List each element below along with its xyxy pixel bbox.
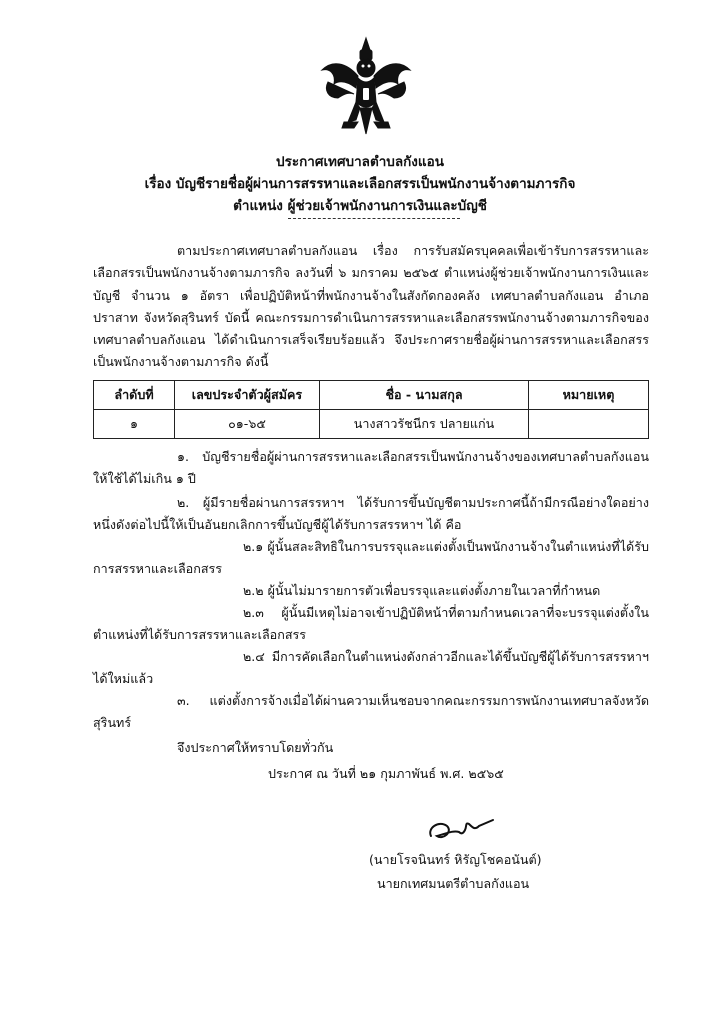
intro-paragraph: ตามประกาศเทศบาลตำบลกังแอน เรื่อง การรับสมัครบุคคลเพื่อเข้ารับการสรรหาและเลือกสรรเป็นพนักงานจ้างตามภารกิจ ลงวันที่ ๖ มกราคม ๒๕๖๕ ตำแหน่งผู้ช่วยเจ้าพนักงานการเงินและบัญชี จำนวน ๑ อัตรา เพื่อปฏิบัติหน้าที่พนักงานจ้างในสังกัดกองคลัง เทศบาลตำบลกังแอน อำเภอปราสาท จังหวัดสุรินทร์ บัดนี้ คณะกรรมการดำเนินการสรรหาและเลือกสรรพนักงานจ้างตามภารกิจของเทศบาลตำบลกังแอน ได้ดำเนินการเสร็จเรียบร้อยแล้ว จึงประกาศรายชื่อผู้ผ่านการสรรหาและเลือกสรรเป็นพนักงานจ้างตามภารกิจ ดังนี้ — [93, 243, 649, 370]
clause-2-3: ๒.๓ ผู้นั้นมีเหตุไม่อาจเข้าปฏิบัติหน้าที่ตามกำหนดเวลาที่จะบรรจุแต่งตั้งในตำแหน่งที่ได้รับการสรรหาและเลือกสรร — [93, 605, 649, 643]
garuda-emblem-icon — [318, 36, 414, 138]
clause-2: ๒. ผู้มีรายชื่อผ่านการสรรหาฯ ได้รับการขึ้นบัญชีตามประกาศนี้ถ้ามีกรณีอย่างใดอย่างหนึ่งดังต่อไปนี้ให้เป็นอันยกเลิกการขึ้นบัญชีผู้ได้รับการสรรหาฯ ได้ คือ — [93, 495, 649, 533]
handwritten-signature-icon — [425, 808, 495, 848]
row-applicant-id: ๐๑-๖๕ — [175, 410, 320, 439]
table-row — [94, 410, 649, 439]
clause-3: ๓. แต่งตั้งการจ้างเมื่อได้ผ่านความเห็นชอบจากคณะกรรมการพนักงานเทศบาลจังหวัดสุรินทร์ — [93, 693, 649, 731]
row-name: นางสาวรัชนีกร ปลายแก่น — [320, 410, 529, 439]
announcement-title: ประกาศเทศบาลตำบลกังแอน — [276, 154, 444, 170]
header-divider — [288, 218, 460, 219]
col-header-applicant-id: เลขประจำตัวผู้สมัคร — [175, 381, 320, 410]
clause-2-4: ๒.๔ มีการคัดเลือกในตำแหน่งดังกล่าวอีกและได้ขึ้นบัญชีผู้ได้รับการสรรหาฯ ได้ใหม่แล้ว — [93, 649, 649, 687]
announcement-position: ตำแหน่ง ผู้ช่วยเจ้าพนักงานการเงินและบัญชี — [233, 198, 487, 214]
col-header-name: ชื่อ - นามสกุล — [320, 381, 529, 410]
clause-2-1: ๒.๑ ผู้นั้นสละสิทธิในการบรรจุและแต่งตั้งเป็นพนักงานจ้างในตำแหน่งที่ได้รับการสรรหาและเลือกสรร — [93, 539, 649, 577]
col-header-no: ลำดับที่ — [94, 381, 175, 410]
signatory-name: (นายโรจนินทร์ หิรัญโชคอนันต์) — [369, 852, 542, 867]
clause-2-2: ๒.๒ ผู้นั้นไม่มารายการตัวเพื่อบรรจุและแต่งตั้งภายในเวลาที่กำหนด — [243, 583, 601, 598]
clause-1: ๑. บัญชีรายชื่อผู้ผ่านการสรรหาและเลือกสรรเป็นพนักงานจ้างของเทศบาลตำบลกังแอนให้ใช้ได้ไม่เกิน ๑ ปี — [93, 449, 649, 487]
candidate-table — [93, 380, 649, 439]
col-header-remark: หมายเหตุ — [529, 381, 649, 410]
announcement-date: ประกาศ ณ วันที่ ๒๑ กุมภาพันธ์ พ.ศ. ๒๕๖๕ — [268, 766, 504, 781]
signatory-title: นายกเทศมนตรีตำบลกังแอน — [377, 876, 530, 891]
closing-statement: จึงประกาศให้ทราบโดยทั่วกัน — [177, 740, 334, 755]
announcement-subject: เรื่อง บัญชีรายชื่อผู้ผ่านการสรรหาและเลือกสรรเป็นพนักงานจ้างตามภารกิจ — [144, 176, 576, 192]
row-no: ๑ — [94, 410, 175, 439]
row-remark — [529, 410, 649, 439]
